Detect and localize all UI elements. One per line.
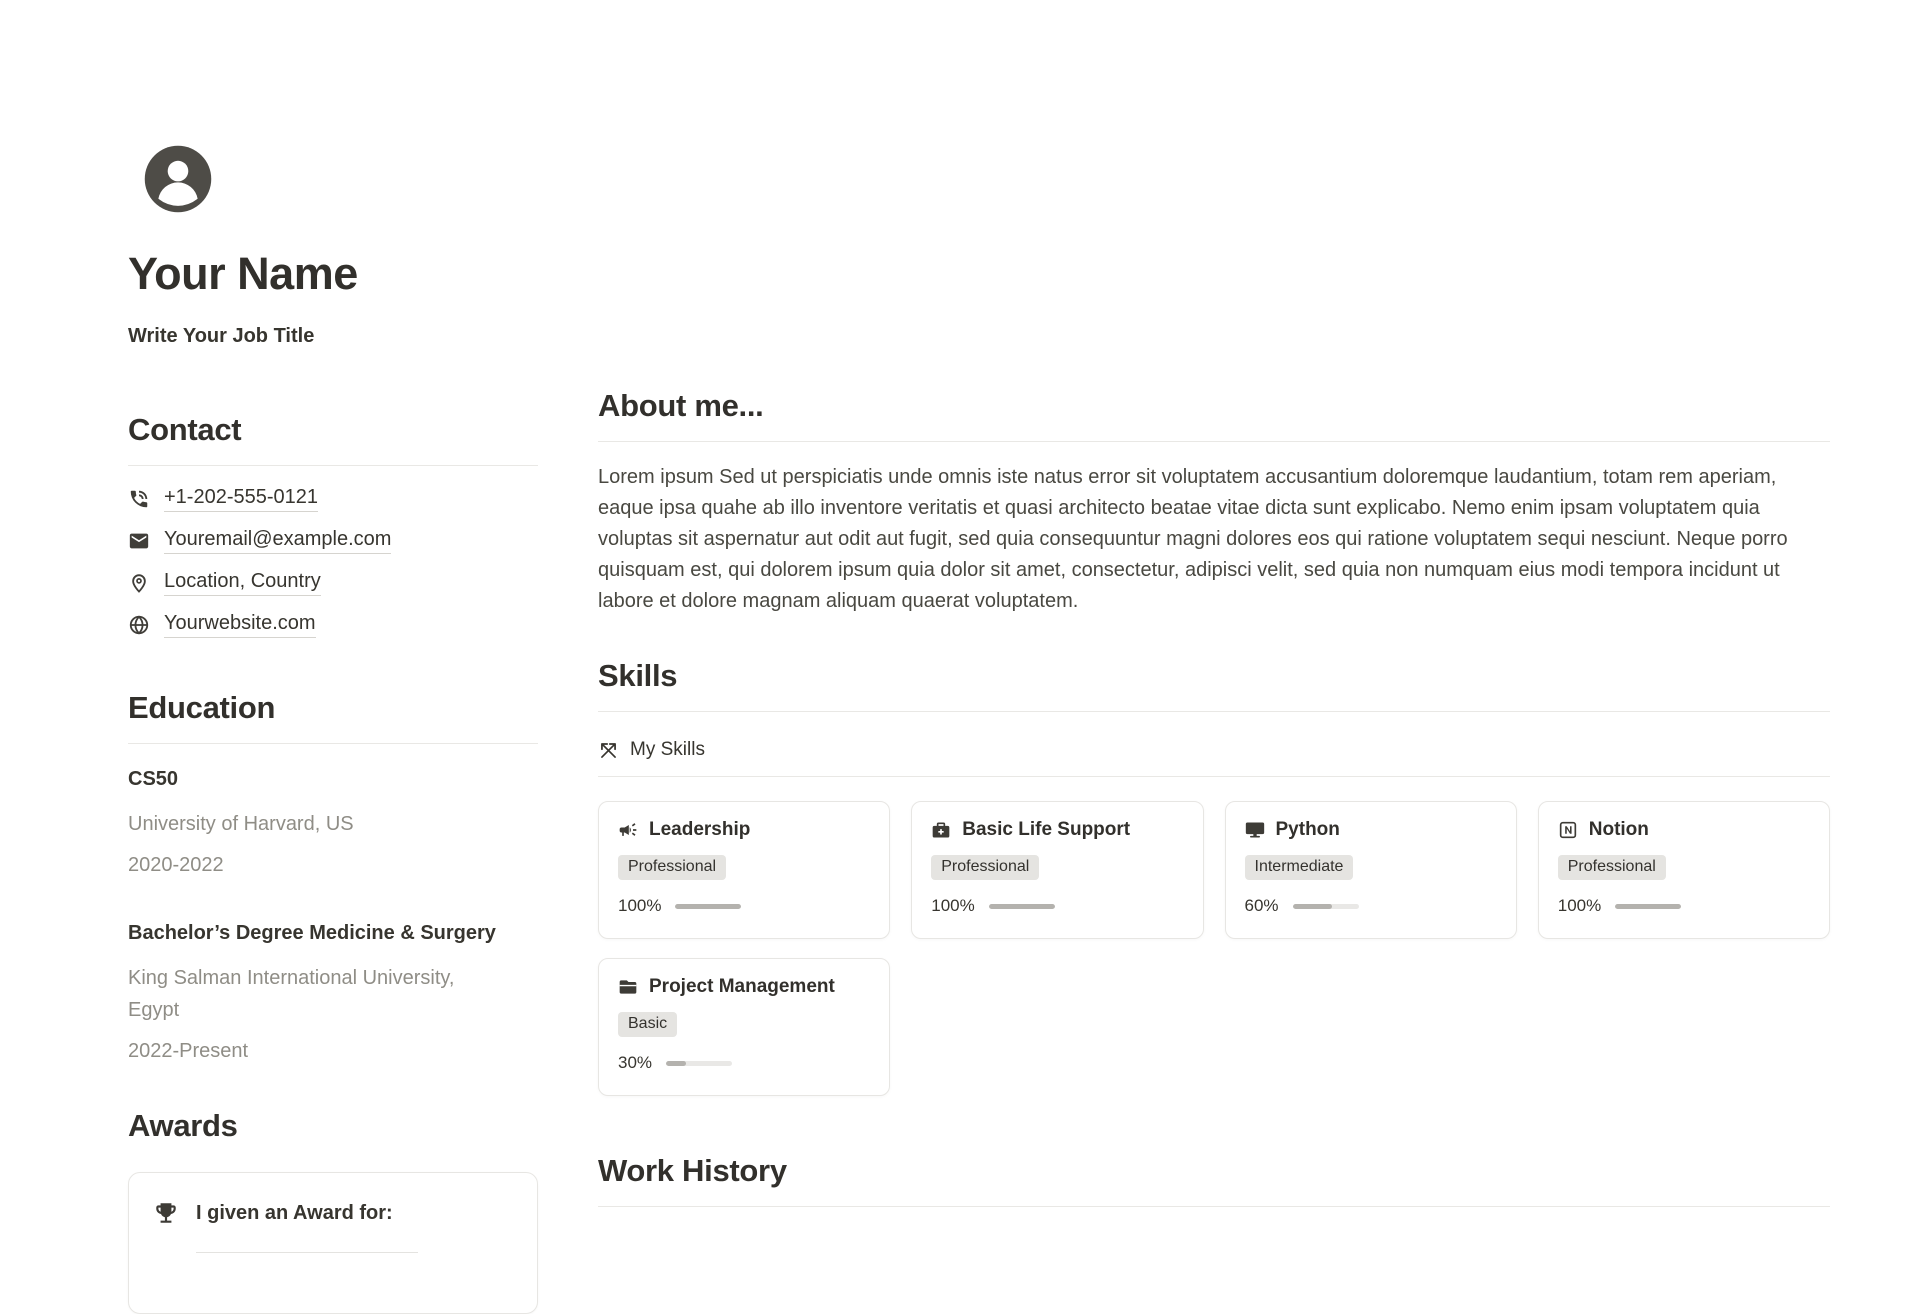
skill-percent: 60%	[1244, 896, 1279, 915]
mail-icon	[128, 530, 150, 552]
skill-progress-bar	[989, 904, 1055, 909]
education-title: CS50	[128, 768, 179, 791]
award-row	[153, 1200, 513, 1226]
skill-card-header	[618, 976, 870, 998]
skill-level-badge-wrap	[618, 841, 870, 880]
location-icon	[128, 572, 150, 594]
contact-section	[128, 412, 538, 646]
divider	[598, 776, 1830, 777]
notion-icon	[1558, 820, 1578, 840]
skill-progress-bar	[666, 1061, 732, 1066]
skill-progress-fill	[1615, 904, 1681, 909]
skill-progress-bar	[675, 904, 741, 909]
about-paragraph: Lorem ipsum Sed ut perspiciatis unde omnis iste natus error sit voluptatem accusantium doloremque laudantium, totam rem aperiam, eaque ipsa quahe ab illo inventore veritatis et quasi architecto beatae vitae dicta sunt explicabo. Nemo enim ipsam voluptatem quia voluptas sit aspernatur aut odit aut fugit, sed quia consequuntur magni dolores eos qui ratione voluptatem sequi nesciunt. Neque porro quisquam est, qui dolorem ipsum quia dolor sit amet, consectetur, adipisci velit, sed quia non numquam eius modi tempora incidunt ut labore et dolore magnam aliquam quaerat voluptatem.	[598, 466, 1788, 612]
about-heading: About me...	[598, 388, 764, 423]
awards-section	[128, 1108, 538, 1314]
skill-progress-row	[1245, 896, 1497, 916]
education-list	[128, 768, 538, 1063]
skill-level-badge-wrap	[618, 998, 870, 1037]
skill-progress-fill	[675, 904, 741, 909]
skill-name: Notion	[1588, 819, 1649, 840]
contact-list	[128, 478, 538, 646]
skill-card-header	[1245, 819, 1497, 841]
education-section	[128, 690, 538, 1063]
right-column	[598, 388, 1830, 1314]
education-dates: 2022-Present	[128, 1040, 249, 1063]
contact-item-mail	[128, 520, 538, 562]
divider	[598, 1206, 1830, 1207]
divider	[128, 465, 538, 466]
about-section	[598, 388, 1830, 617]
skill-progress-bar	[1615, 904, 1681, 909]
education-entry	[128, 768, 538, 877]
folder-icon	[618, 977, 638, 997]
skill-progress-row	[618, 896, 870, 916]
globe-icon	[128, 614, 150, 636]
skill-progress-bar	[1293, 904, 1359, 909]
skill-percent: 100%	[1557, 896, 1602, 915]
education-title: Bachelor’s Degree Medicine & Surgery	[128, 922, 496, 945]
contact-item-phone	[128, 478, 538, 520]
skill-percent: 30%	[618, 1053, 653, 1072]
education-school: University of Harvard, US	[128, 813, 354, 836]
left-column	[128, 141, 538, 1314]
skill-name: Python	[1275, 819, 1340, 840]
skills-group-row	[598, 739, 1830, 761]
award-underline	[196, 1252, 418, 1253]
divider	[598, 711, 1830, 712]
skills-section	[598, 658, 1830, 1096]
skill-percent: 100%	[618, 896, 662, 915]
skill-progress-fill	[1293, 904, 1333, 909]
contact-heading: Contact	[128, 412, 242, 448]
contact-link-phone[interactable]: +1-202-555-0121	[164, 486, 318, 512]
skill-level-badge: Professional	[1558, 855, 1666, 880]
avatar	[140, 141, 216, 217]
divider	[128, 743, 538, 744]
work-history-heading: Work History	[598, 1153, 787, 1188]
skills-heading: Skills	[598, 658, 678, 693]
skill-card-basic-life-support[interactable]	[911, 801, 1203, 939]
skill-card-project-management[interactable]	[598, 958, 890, 1096]
skill-progress-fill	[989, 904, 1055, 909]
contact-item-globe	[128, 604, 538, 646]
skill-card-header	[618, 819, 870, 841]
skill-name: Leadership	[649, 819, 751, 840]
skill-level-badge: Basic	[618, 1012, 677, 1037]
skill-level-badge-wrap	[931, 841, 1183, 880]
skill-level-badge: Intermediate	[1245, 855, 1354, 880]
contact-item-location	[128, 562, 538, 604]
contact-link-globe[interactable]: Yourwebsite.com	[164, 612, 316, 638]
skill-card-python[interactable]	[1225, 801, 1517, 939]
megaphone-icon	[618, 820, 638, 840]
skill-progress-row	[931, 896, 1183, 916]
awards-heading: Awards	[128, 1108, 238, 1144]
skills-card-grid	[598, 801, 1830, 1096]
skill-progress-row	[618, 1053, 870, 1073]
skill-level-badge: Professional	[931, 855, 1039, 880]
skill-progress-fill	[666, 1061, 686, 1066]
education-dates: 2020-2022	[128, 854, 224, 877]
skill-name: Project Management	[649, 976, 835, 997]
crossed-arrows-icon	[598, 740, 619, 761]
contact-link-location[interactable]: Location, Country	[164, 570, 321, 596]
skill-card-header	[1558, 819, 1810, 841]
phone-icon	[128, 488, 150, 510]
education-entry	[128, 922, 538, 1063]
skills-group-label: My Skills	[630, 739, 705, 760]
award-label: I given an Award for:	[196, 1201, 393, 1224]
skill-level-badge-wrap	[1245, 841, 1497, 880]
monitor-icon	[1245, 820, 1265, 840]
divider	[598, 441, 1830, 442]
skill-card-notion[interactable]	[1538, 801, 1830, 939]
skill-progress-row	[1558, 896, 1810, 916]
skill-percent: 100%	[931, 896, 975, 915]
contact-link-mail[interactable]: Youremail@example.com	[164, 528, 391, 554]
medical-bag-icon	[931, 820, 951, 840]
page-title: Your Name	[128, 248, 358, 299]
education-school: King Salman International University, Egypt	[128, 967, 455, 1022]
skill-card-leadership[interactable]	[598, 801, 890, 939]
skill-level-badge-wrap	[1558, 841, 1810, 880]
skill-name: Basic Life Support	[962, 819, 1131, 840]
job-title: Write Your Job Title	[128, 325, 315, 348]
award-card[interactable]	[128, 1172, 538, 1314]
trophy-icon	[153, 1200, 179, 1226]
skill-card-header	[931, 819, 1183, 841]
skill-level-badge: Professional	[618, 855, 726, 880]
education-heading: Education	[128, 690, 276, 726]
